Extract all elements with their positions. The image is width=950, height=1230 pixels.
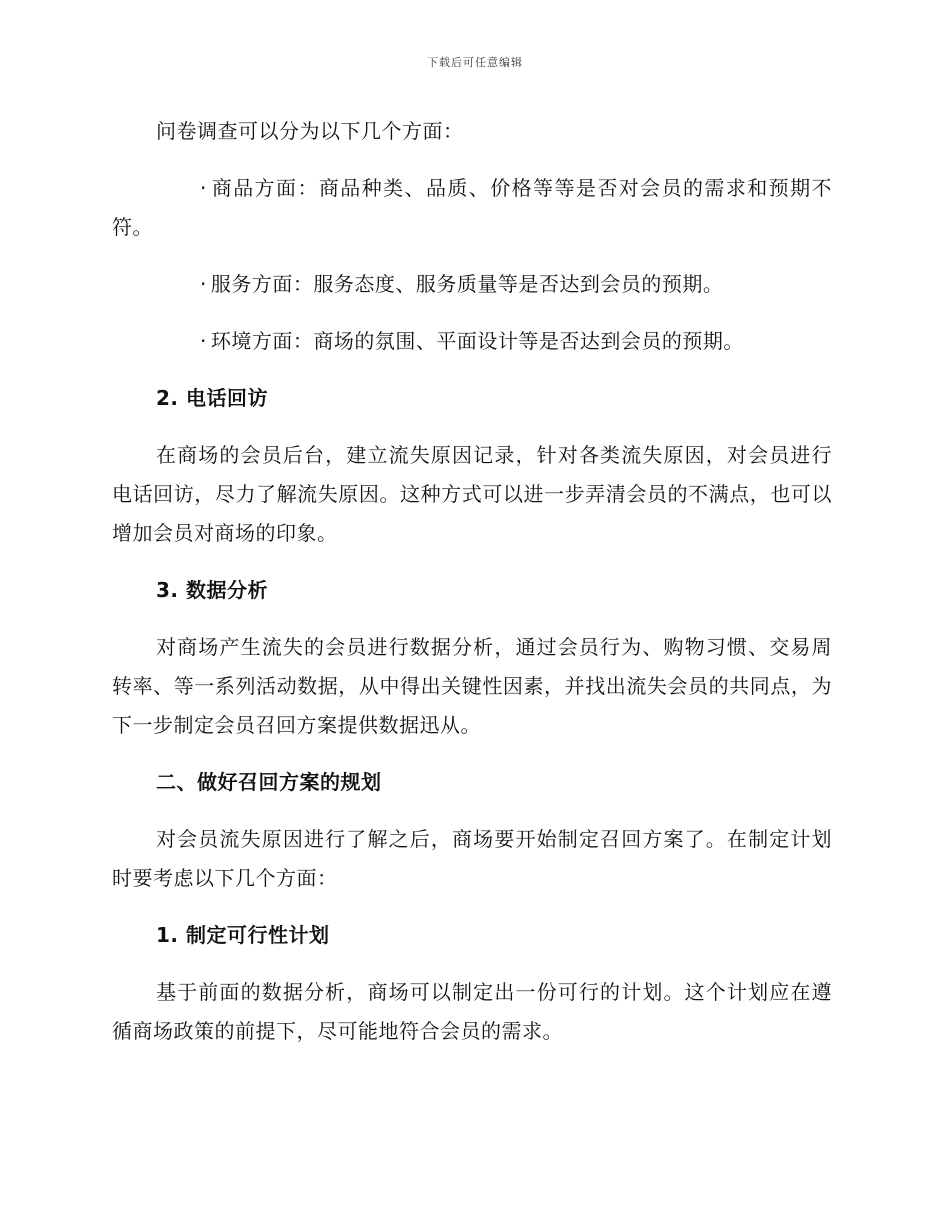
- bullet-text: 环境方面：商场的氛围、平面设计等是否达到会员的预期。: [210, 329, 744, 353]
- section-heading-data-analysis: 3. 数据分析: [156, 578, 268, 602]
- bullet-text: 服务方面：服务态度、服务质量等是否达到会员的预期。: [210, 272, 724, 296]
- section-heading-phone-followup: 2. 电话回访: [156, 386, 268, 410]
- bullet-item-goods: [112, 169, 832, 247]
- bullet-marker: ·: [200, 329, 207, 353]
- part-heading-recall-plan: 二、做好召回方案的规划: [156, 770, 382, 794]
- document-body: [112, 112, 832, 1069]
- subsection-paragraph-feasible-plan: 基于前面的数据分析，商场可以制定出一份可行的计划。这个计划应在遵循商场政策的前提下，尽可能地符合会员的需求。: [112, 980, 832, 1043]
- bullet-marker: ·: [200, 272, 207, 296]
- bullet-marker: ·: [200, 176, 207, 200]
- subsection-heading-feasible-plan: 1. 制定可行性计划: [156, 923, 330, 947]
- page-header: 下载后可任意编辑: [427, 56, 523, 69]
- bullet-item-environment: [112, 322, 832, 361]
- section-paragraph-data-analysis: 对商场产生流失的会员进行数据分析，通过会员行为、购物习惯、交易周转率、等一系列活动数据，从中得出关键性因素，并找出流失会员的共同点，为下一步制定会员召回方案提供数据迅从。: [112, 635, 832, 737]
- part-paragraph-recall-plan: 对会员流失原因进行了解之后，商场要开始制定召回方案了。在制定计划时要考虑以下几个方面：: [112, 827, 832, 890]
- section-paragraph-phone-followup: 在商场的会员后台，建立流失原因记录，针对各类流失原因，对会员进行电话回访，尽力了解流失原因。这种方式可以进一步弄清会员的不满点，也可以增加会员对商场的印象。: [112, 443, 832, 545]
- bullet-item-service: [112, 265, 832, 304]
- bullet-text: 商品方面：商品种类、品质、价格等等是否对会员的需求和预期不符。: [112, 176, 832, 239]
- intro-paragraph: 问卷调查可以分为以下几个方面：: [156, 119, 464, 143]
